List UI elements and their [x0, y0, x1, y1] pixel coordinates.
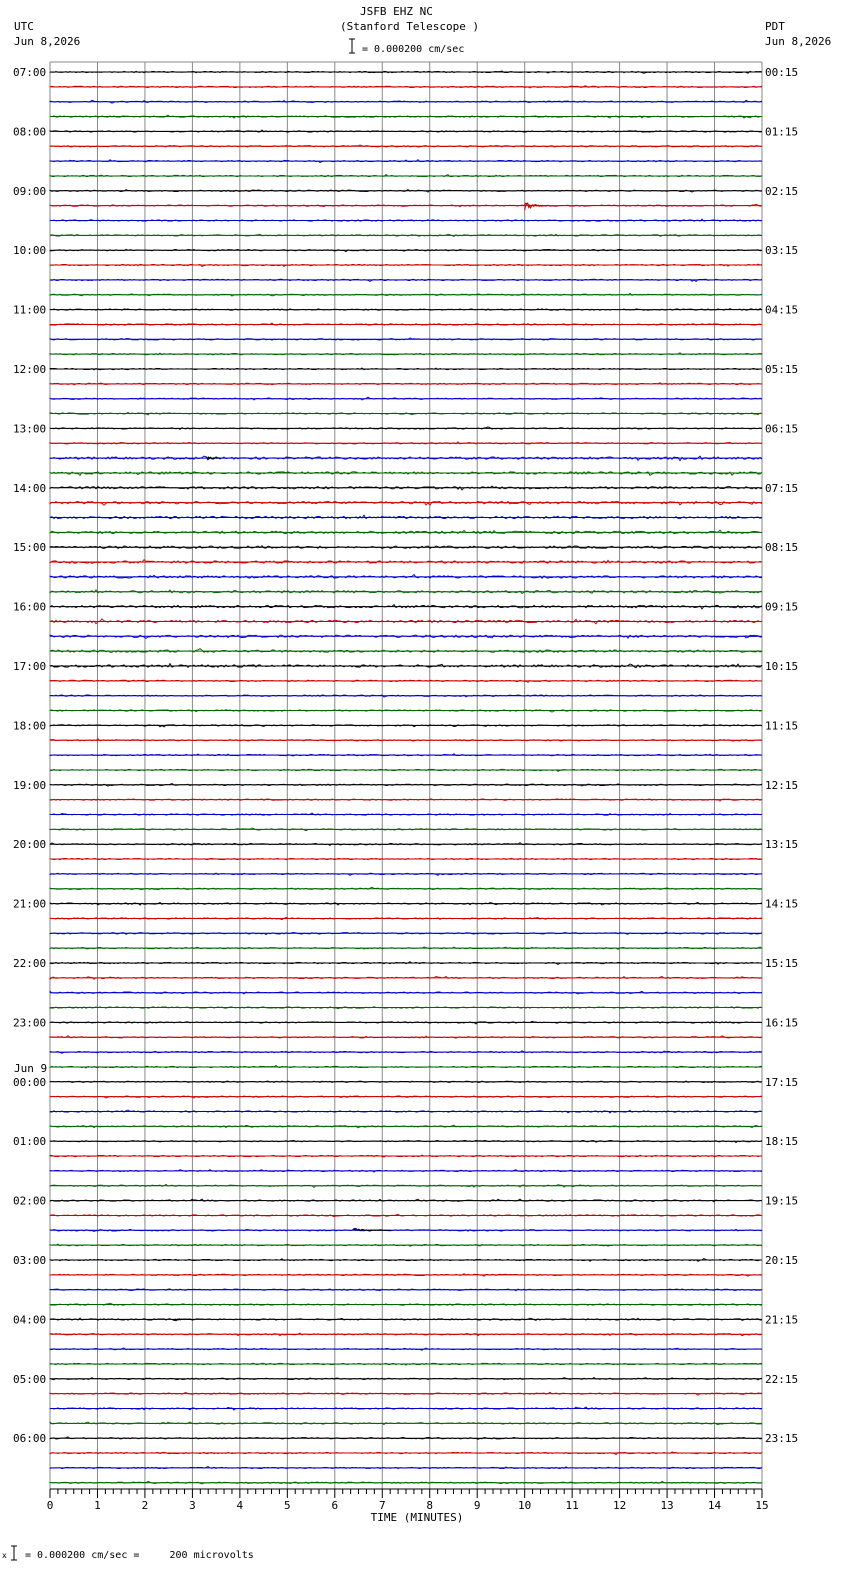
- seismic-trace: [50, 100, 762, 103]
- right-hour-label: 22:15: [765, 1372, 799, 1386]
- seismic-trace: [50, 918, 762, 920]
- left-hour-label: 14:00: [13, 481, 47, 495]
- left-hour-label: 16:00: [13, 600, 47, 614]
- right-hour-label: 09:15: [765, 600, 799, 614]
- seismic-trace: [50, 190, 762, 193]
- left-timezone: UTC: [14, 20, 34, 33]
- seismic-trace: [50, 501, 762, 505]
- right-hour-label: 21:15: [765, 1313, 799, 1327]
- x-tick-label: 4: [236, 1499, 244, 1512]
- right-hour-label: 00:15: [765, 66, 799, 79]
- seismic-trace: [50, 1140, 762, 1142]
- left-hour-label: 03:00: [13, 1254, 47, 1267]
- left-hour-label: 02:00: [13, 1194, 47, 1208]
- right-hour-label: 04:15: [765, 303, 799, 317]
- seismic-trace: [50, 649, 762, 653]
- seismic-trace: [50, 1199, 762, 1202]
- seismic-trace: [50, 71, 762, 73]
- seismic-trace: [50, 1214, 762, 1217]
- seismic-trace: [50, 456, 762, 461]
- seismic-trace: [50, 397, 762, 400]
- seismic-trace: [50, 1481, 762, 1484]
- right-hour-label: 13:15: [765, 838, 799, 852]
- x-tick-label: 6: [331, 1499, 339, 1512]
- x-tick-label: 0: [46, 1499, 54, 1512]
- right-hour-label: 01:15: [765, 125, 799, 139]
- right-hour-label: 10:15: [765, 660, 799, 673]
- right-hour-label: 12:15: [765, 778, 799, 792]
- left-hour-label: 05:00: [13, 1372, 47, 1386]
- left-hour-label: 22:00: [13, 957, 47, 970]
- trace-layer: [50, 71, 762, 1484]
- right-hour-label: 02:15: [765, 184, 799, 198]
- x-tick-label: 3: [189, 1499, 196, 1512]
- right-timezone: PDT: [765, 20, 785, 33]
- seismic-trace: [50, 1244, 762, 1246]
- seismic-trace: [50, 1170, 762, 1172]
- event-waveform: [525, 203, 548, 210]
- day-change-label: Jun 9: [14, 1062, 48, 1075]
- right-hour-label: 18:15: [765, 1135, 799, 1149]
- time-axis: [47, 1489, 769, 1512]
- left-hour-label: 20:00: [13, 838, 47, 852]
- seismic-trace: [50, 664, 762, 668]
- seismic-trace: [50, 1378, 762, 1380]
- left-hour-label: 09:00: [13, 184, 47, 198]
- left-hour-label: 06:00: [13, 1432, 47, 1446]
- seismic-trace: [50, 1407, 762, 1410]
- right-hour-label: 19:15: [765, 1194, 799, 1208]
- x-tick-label: 15: [755, 1499, 769, 1512]
- x-tick-label: 9: [473, 1499, 481, 1512]
- station-title: JSFB EHZ NC: [360, 5, 433, 18]
- x-tick-label: 1: [94, 1499, 101, 1512]
- left-hour-label: 11:00: [13, 303, 47, 317]
- seismic-trace: [50, 86, 762, 88]
- seismic-trace: [50, 828, 762, 831]
- left-hour-label: 07:00: [13, 66, 47, 79]
- x-tick-label: 10: [518, 1499, 532, 1512]
- calibration-bar-icon: [11, 1546, 17, 1560]
- x-tick-label: 5: [284, 1499, 291, 1512]
- right-hour-label: 11:15: [765, 719, 799, 733]
- right-hour-label: 17:15: [765, 1075, 799, 1089]
- seismic-trace: [50, 902, 762, 905]
- seismic-trace: [50, 472, 762, 476]
- seismic-trace: [50, 530, 762, 533]
- seismic-trace: [50, 843, 762, 846]
- calibration-text: = 0.000200 cm/sec = 200 microvolts: [25, 1550, 254, 1561]
- seismic-trace: [50, 1318, 762, 1321]
- scale-text: = 0.000200 cm/sec: [362, 44, 465, 55]
- right-hour-label: 07:15: [765, 481, 799, 495]
- left-hour-label: 00:00: [13, 1075, 47, 1089]
- seismic-trace: [50, 976, 762, 979]
- left-hour-label: 18:00: [13, 719, 47, 733]
- seismic-trace: [50, 1007, 762, 1009]
- left-hour-label: 01:00: [13, 1135, 47, 1149]
- left-hour-label: 19:00: [13, 778, 47, 792]
- x-tick-label: 13: [660, 1499, 674, 1512]
- right-date: Jun 8,2026: [765, 35, 832, 48]
- left-hour-label: 10:00: [13, 244, 47, 258]
- x-tick-label: 12: [612, 1499, 627, 1512]
- left-hour-label: 12:00: [13, 363, 47, 376]
- seismic-trace: [50, 203, 762, 207]
- x-tick-label: 2: [141, 1499, 149, 1512]
- seismic-trace: [50, 515, 762, 519]
- left-hour-label: 21:00: [13, 897, 47, 911]
- left-hour-label: 13:00: [13, 422, 47, 436]
- scale-bar-icon: [349, 39, 355, 53]
- seismic-trace: [50, 115, 762, 118]
- seismic-trace: [50, 947, 762, 949]
- seismic-trace: [50, 383, 762, 385]
- seismic-trace: [50, 1422, 762, 1425]
- right-hour-label: 20:15: [765, 1254, 799, 1267]
- x-tick-label: 14: [707, 1499, 722, 1512]
- footer-marker: x: [2, 1551, 7, 1560]
- left-hour-label: 23:00: [13, 1016, 47, 1030]
- right-hour-label: 23:15: [765, 1432, 799, 1446]
- x-tick-label: 7: [378, 1499, 386, 1512]
- seismic-trace: [50, 427, 762, 430]
- x-axis-label: TIME (MINUTES): [370, 1511, 464, 1524]
- right-hour-label: 16:15: [765, 1016, 799, 1030]
- right-hour-label: 14:15: [765, 897, 799, 911]
- right-hour-label: 03:15: [765, 244, 799, 258]
- right-hour-label: 05:15: [765, 363, 799, 376]
- x-tick-label: 11: [565, 1499, 579, 1512]
- left-hour-label: 17:00: [13, 660, 47, 673]
- right-hour-label: 08:15: [765, 541, 799, 555]
- right-hour-label: 06:15: [765, 422, 799, 436]
- left-hour-label: 08:00: [13, 125, 47, 139]
- left-hour-label: 04:00: [13, 1313, 47, 1327]
- site-subtitle: (Stanford Telescope ): [340, 20, 480, 33]
- left-date: Jun 8,2026: [14, 35, 81, 48]
- left-hour-label: 15:00: [13, 541, 47, 555]
- x-tick-label: 8: [426, 1499, 434, 1512]
- seismic-trace: [50, 1437, 762, 1440]
- right-hour-label: 15:15: [765, 957, 799, 970]
